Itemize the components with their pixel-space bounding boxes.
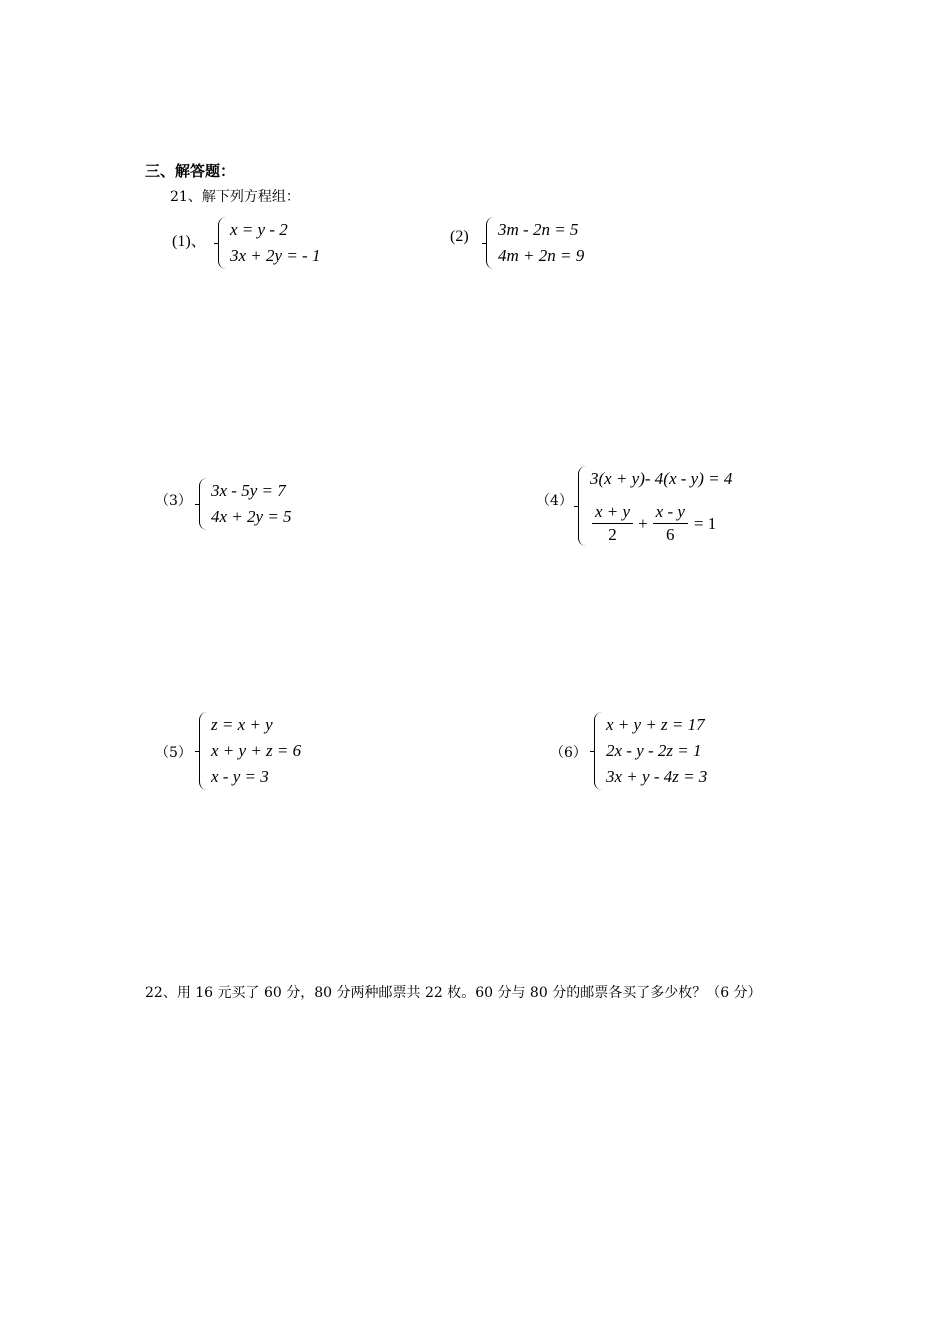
right-hand-side: = 1	[693, 513, 717, 533]
equation-system-2	[486, 217, 584, 269]
fraction-numerator: x - y	[653, 501, 688, 524]
question-21-intro: 21、解下列方程组：	[170, 189, 300, 205]
equation: 4m + 2n = 9	[498, 246, 585, 265]
brace	[199, 478, 207, 530]
equation-system-5	[199, 712, 301, 790]
equation: 3m - 2n = 5	[498, 220, 579, 239]
equation: x = y - 2	[230, 220, 288, 239]
fraction-equation	[590, 501, 732, 546]
system-1-label: (1)、	[172, 233, 207, 250]
brace	[594, 712, 602, 790]
equation: 3x + 2y = - 1	[230, 246, 321, 265]
equation: x + y + z = 17	[606, 715, 705, 734]
brace	[486, 217, 494, 269]
equation: 2x - y - 2z = 1	[606, 741, 702, 760]
question-22: 22、用 16 元买了 60 分，80 分两种邮票共 22 枚。60 分与 80 分的邮票各买了多少枚？（6 分）	[145, 985, 762, 1001]
equation-system-6	[594, 712, 707, 790]
system-4-label: （4）	[536, 493, 573, 509]
brace	[218, 217, 226, 269]
equation: 4x + 2y = 5	[211, 507, 292, 526]
fraction-denominator: 6	[666, 525, 675, 544]
equation: x + y + z = 6	[211, 741, 302, 760]
equation-system-1	[218, 217, 320, 269]
equation: 3x + y - 4z = 3	[606, 767, 708, 786]
brace	[578, 466, 586, 546]
equation: x - y = 3	[211, 767, 269, 786]
equation: 3(x + y)- 4(x - y) = 4	[590, 469, 733, 488]
system-3-label: （3）	[155, 493, 192, 509]
brace	[199, 712, 207, 790]
fraction-numerator: x + y	[592, 501, 633, 524]
equation: 3x - 5y = 7	[211, 481, 286, 500]
operator: +	[638, 513, 648, 533]
equation: z = x + y	[211, 715, 273, 734]
fraction-denominator: 2	[608, 525, 617, 544]
system-2-label: (2)	[450, 228, 469, 245]
section-title: 三、解答题：	[145, 162, 236, 180]
system-5-label: （5）	[155, 745, 192, 761]
system-6-label: （6）	[550, 745, 587, 761]
fraction-1	[592, 501, 633, 546]
fraction-2	[653, 501, 688, 546]
equation-system-4	[578, 466, 732, 546]
equation-system-3	[199, 478, 292, 530]
